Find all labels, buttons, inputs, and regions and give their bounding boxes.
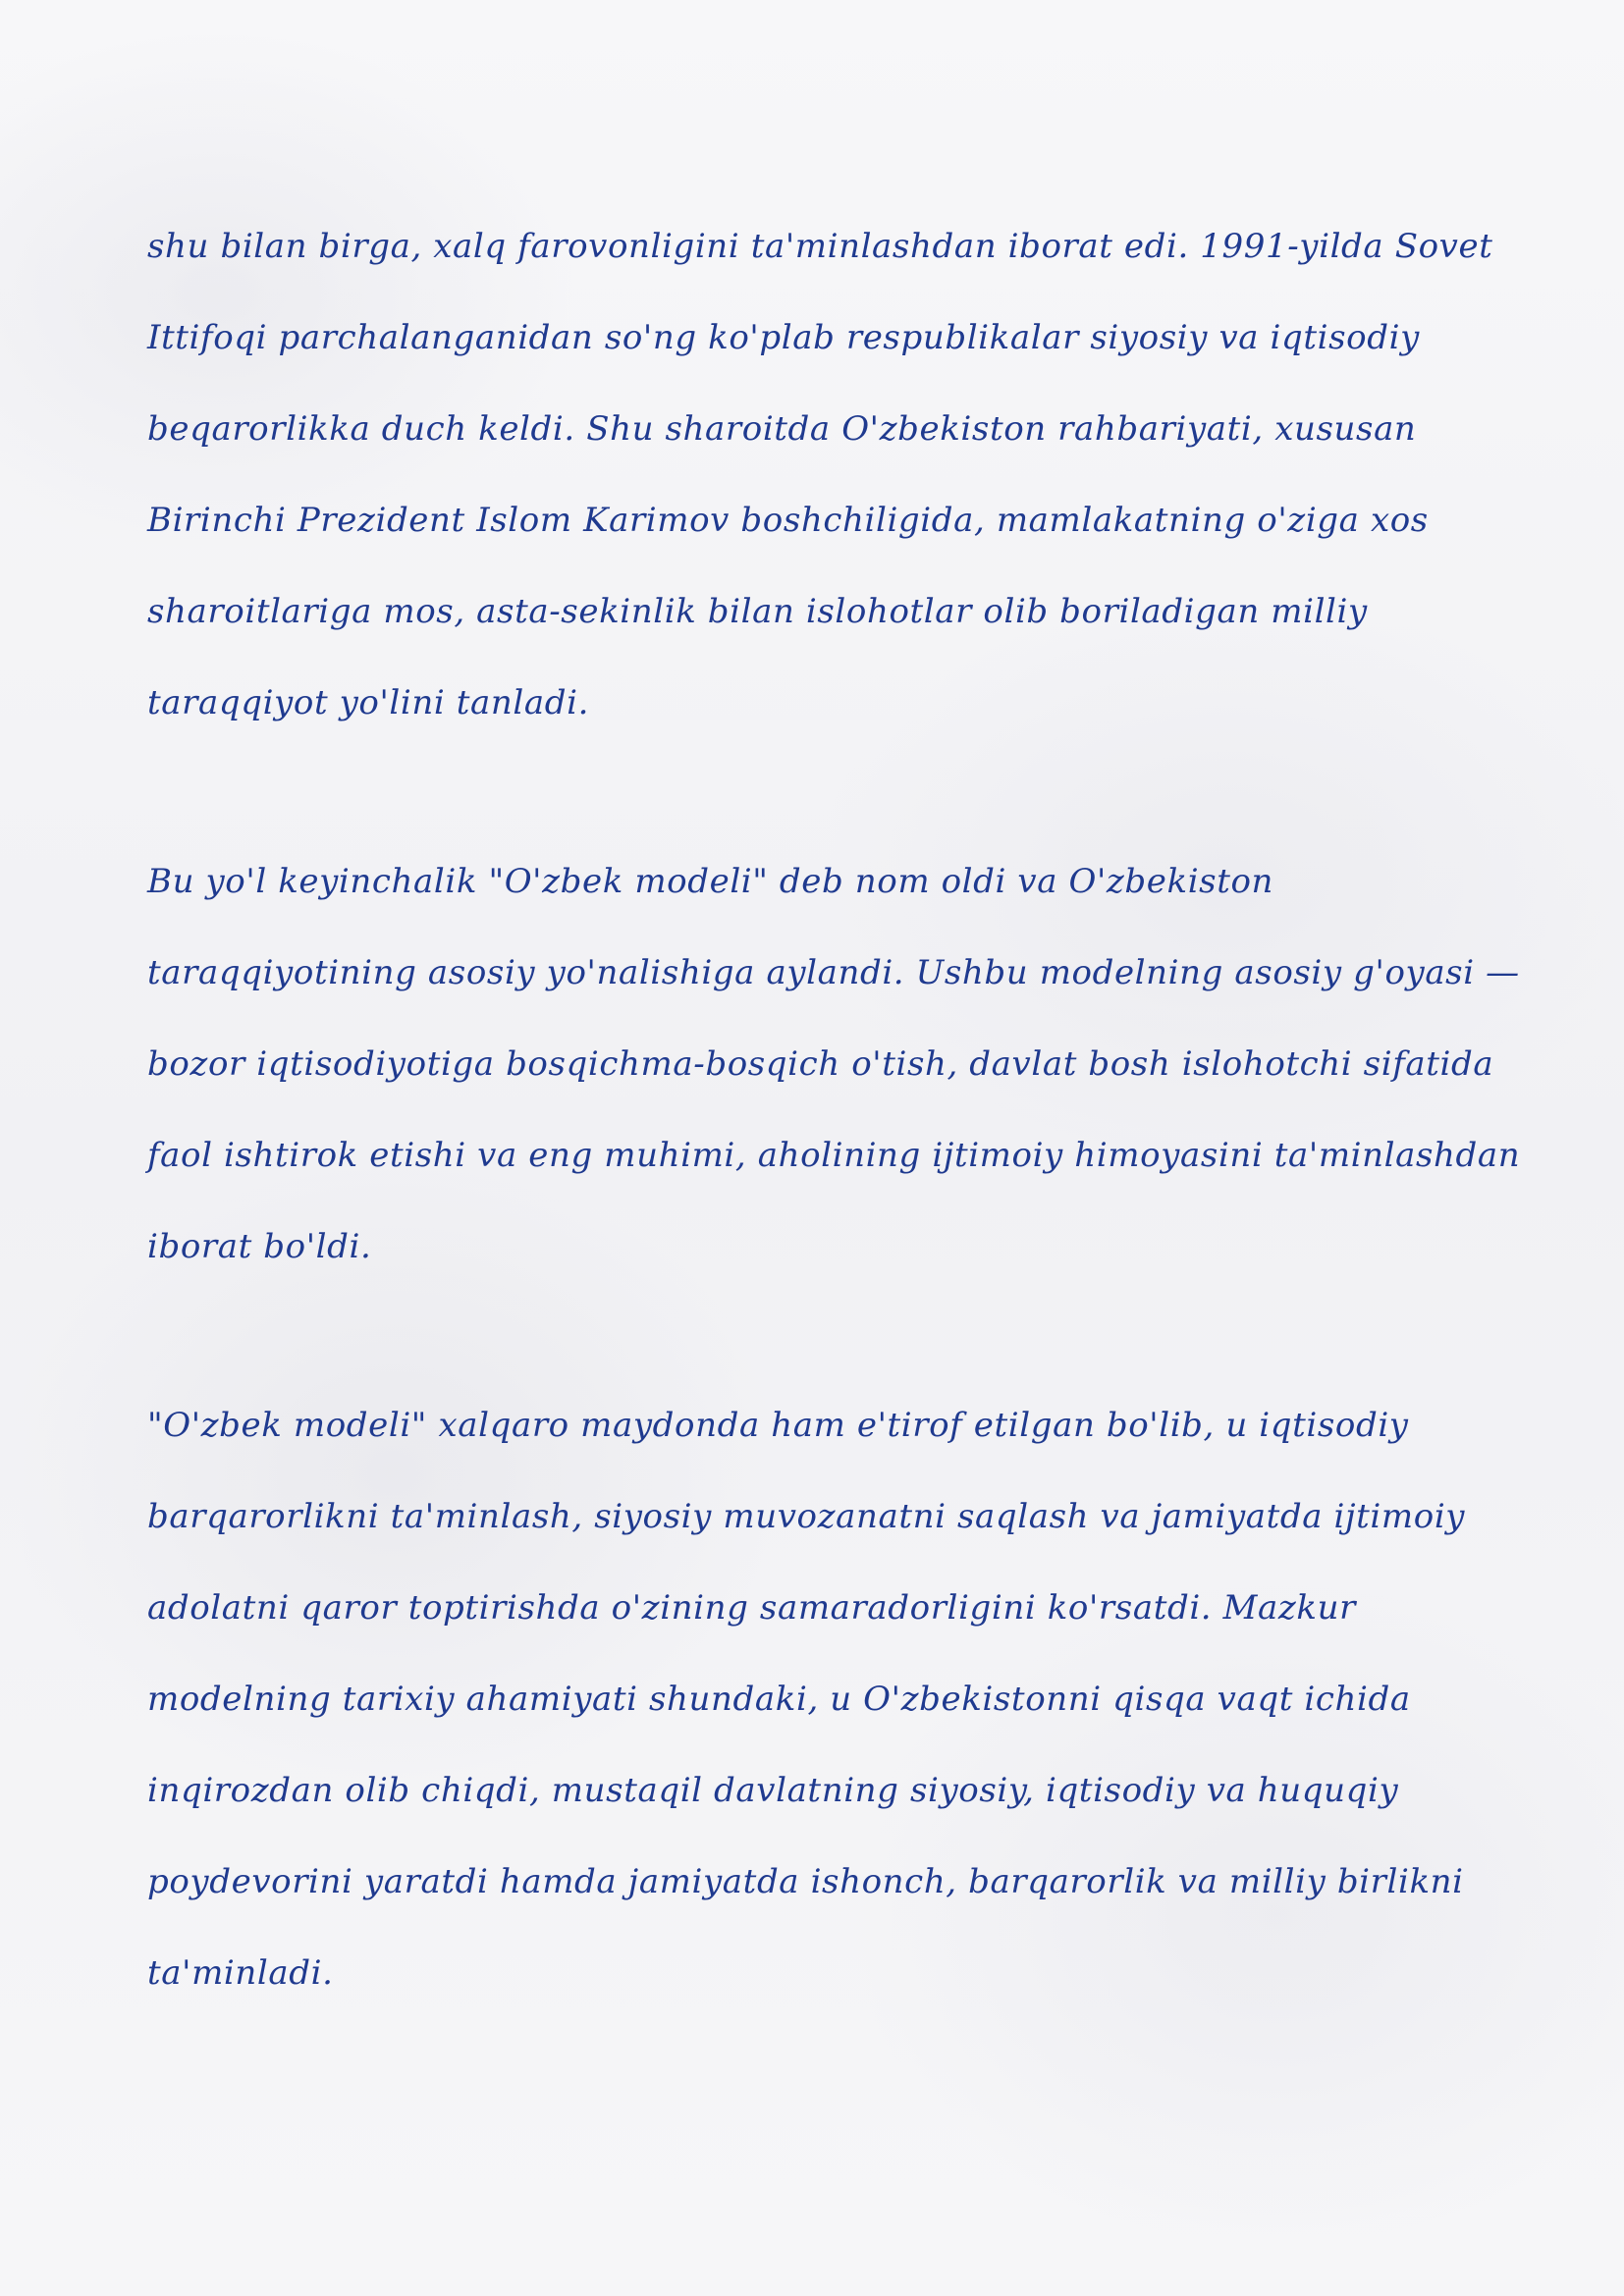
text-line: Birinchi Prezident Islom Karimov boshchiligida, mamlakatning o'ziga xos [147,501,1429,540]
text-line: Bu yo'l keyinchalik "O'zbek modeli" deb nom oldi va O'zbekiston [147,862,1274,901]
text-line: modelning tarixiy ahamiyati shundaki, u O'zbekistonni qisqa vaqt ichida [147,1680,1411,1719]
text-line: "O'zbek modeli" xalqaro maydonda ham e'tirof etilgan bo'lib, u iqtisodiy [147,1406,1409,1445]
text-line: Ittifoqi parchalanganidan so'ng ko'plab respublikalar siyosiy va iqtisodiy [147,318,1420,357]
text-line: faol ishtirok etishi va eng muhimi, aholining ijtimoiy himoyasini ta'minlashdan [147,1136,1521,1175]
text-line: bozor iqtisodiyotiga bosqichma-bosqich o'tish, davlat bosh islohotchi sifatida [147,1044,1494,1084]
paragraph-3 [147,1380,1542,2019]
text-line: sharoitlariga mos, asta-sekinlik bilan islohotlar olib boriladigan milliy [147,592,1368,631]
text-line: beqarorlikka duch keldi. Shu sharoitda O'zbekiston rahbariyati, xususan [147,409,1417,449]
text-line: barqarorlikni ta'minlash, siyosiy muvozanatni saqlash va jamiyatda ijtimoiy [147,1497,1466,1536]
paragraph-2 [147,836,1542,1293]
text-line: inqirozdan olib chiqdi, mustaqil davlatning siyosiy, iqtisodiy va huquqiy [147,1771,1399,1810]
text-line: iborat bo'ldi. [147,1227,372,1266]
text-line: ta'minladi. [147,1953,334,1993]
text-line: poydevorini yaratdi hamda jamiyatda ishonch, barqarorlik va milliy birlikni [147,1862,1464,1901]
text-line: shu bilan birga, xalq farovonligini ta'minlashdan iborat edi. 1991-yilda Sovet [147,227,1493,266]
text-line: taraqqiyot yo'lini tanladi. [147,683,589,722]
text-line: adolatni qaror toptirishda o'zining samaradorligini ko'rsatdi. Mazkur [147,1588,1356,1628]
paragraph-1 [147,201,1542,749]
text-line: taraqqiyotining asosiy yo'nalishiga aylandi. Ushbu modelning asosiy g'oyasi — [147,953,1520,992]
